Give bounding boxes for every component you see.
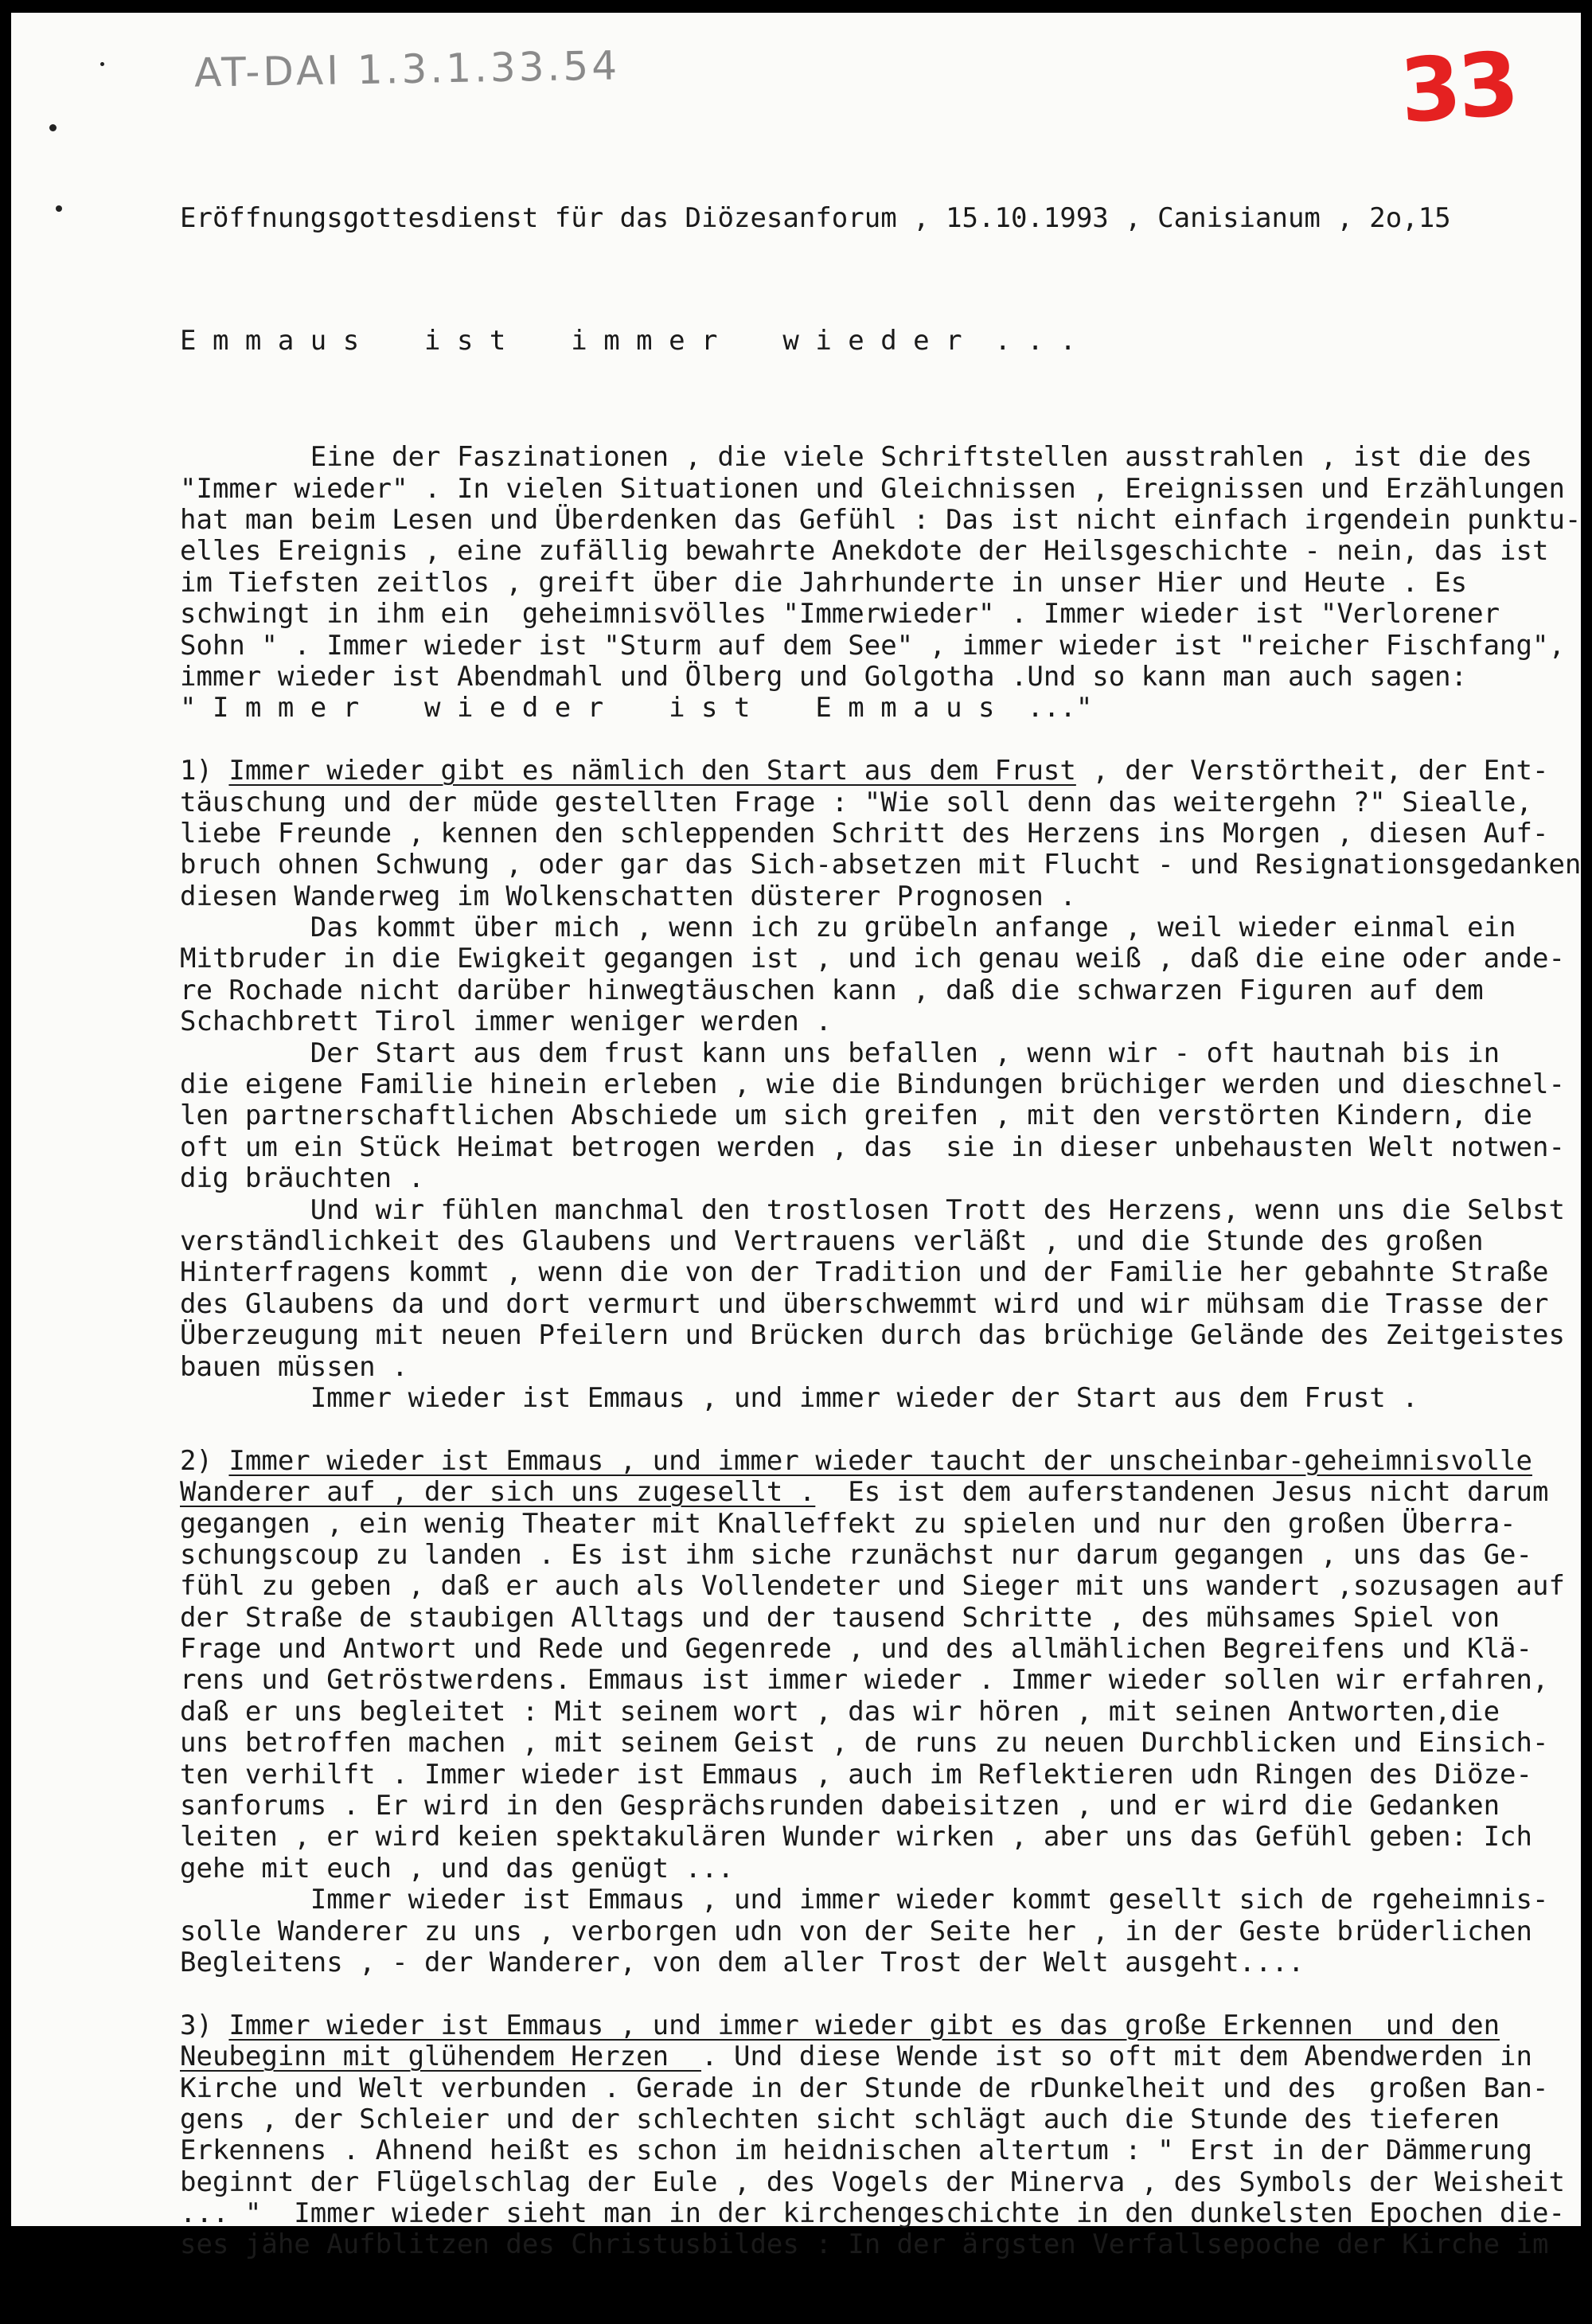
document-page: [11, 13, 1582, 2261]
text-line: ten verhilft . Immer wieder ist Emmaus , auch im Reflektieren udn Ringen des Diöze-: [180, 1758, 1532, 1791]
document-title: E m m a u s i s t i m m e r w i e d e r . . .: [180, 325, 1076, 357]
text-line: beginnt der Flügelschlag der Eule , des Vogels der Minerva , des Symbols der Weisheit: [180, 2166, 1565, 2198]
text-line: 3) Immer wieder ist Emmaus , und immer wieder gibt es das große Erkennen und den: [180, 2009, 1500, 2041]
text-line: oft um ein Stück Heimat betrogen werden , das sie in dieser unbehausten Welt notwen-: [180, 1131, 1565, 1163]
page-number-handwritten: 33: [1396, 33, 1520, 143]
text-line: im Tiefsten zeitlos , greift über die Jahrhunderte in unser Hier und Heute . Es: [180, 566, 1468, 599]
text-line: ... " Immer wieder sieht man in der kirchengeschichte in den dunkelsten Epochen die-: [180, 2197, 1565, 2230]
text-line: verständlichkeit des Glaubens und Vertrauens verläßt , und die Stunde des großen: [180, 1224, 1484, 1257]
body-text: [180, 442, 1581, 2261]
text-line: Wanderer auf , der sich uns zugesellt . Es ist dem auferstandenen Jesus nicht darum: [180, 1476, 1549, 1509]
document-header: Eröffnungsgottesdienst für das Diözesanforum , 15.10.1993 , Canisianum , 2o,15: [180, 201, 1451, 234]
text-line: Begleitens , - der Wanderer, von dem aller Trost der Welt ausgeht....: [180, 1946, 1305, 1978]
document-body: [180, 140, 1581, 2324]
text-line: " I m m e r w i e d e r i s t E m m a u s ...": [180, 692, 1093, 725]
text-line: Eine der Faszinationen , die viele Schriftstellen ausstrahlen , ist die des: [180, 441, 1532, 474]
text-line: Immer wieder ist Emmaus , und immer wieder kommt gesellt sich de rgeheimnis-: [180, 1884, 1549, 1916]
text-line: bruch ohnen Schwung , oder gar das Sich-absetzen mit Flucht - und Resignationsgedanken: [180, 849, 1582, 881]
text-line: leiten , er wird keien spektakulären Wunder wirken , aber uns das Gefühl geben: Ich: [180, 1821, 1532, 1853]
underlined-text: Immer wieder ist Emmaus , und immer wieder taucht der unscheinbar-geheimnisvolle: [228, 1444, 1532, 1477]
text-line: Frage und Antwort und Rede und Gegenrede , und des allmählichen Begreifens und Klä-: [180, 1633, 1532, 1666]
text-line: die eigene Familie hinein erleben , wie die Bindungen brüchiger werden und dieschnel-: [180, 1068, 1565, 1101]
text-line: immer wieder ist Abendmahl und Ölberg und Golgotha .Und so kann man auch sagen:: [180, 660, 1468, 693]
paragraph-gap: [180, 725, 1581, 756]
text-line: Mitbruder in die Ewigkeit gegangen ist , und ich genau weiß , daß die eine oder ande-: [180, 943, 1565, 975]
text-line: liebe Freunde , kennen den schleppenden Schritt des Herzens ins Morgen , diesen Auf-: [180, 817, 1549, 850]
paragraph-gap: [180, 1414, 1581, 1445]
text-line: hat man beim Lesen und Überdenken das Gefühl : Das ist nicht einfach irgendein punktu-: [180, 504, 1582, 536]
underlined-text: Immer wieder ist Emmaus , und immer wieder gibt es das große Erkennen und den: [228, 2009, 1500, 2041]
text-line: gegangen , ein wenig Theater mit Knalleffekt zu spielen und nur den großen Überra-: [180, 1507, 1516, 1540]
text-line: ses jähe Aufblitzen des Christusbildes : In der ärgsten Verfallsepoche der Kirche im: [180, 2228, 1549, 2261]
text-line: Der Start aus dem frust kann uns befallen , wenn wir - oft hautnah bis in: [180, 1037, 1500, 1069]
underlined-text: Neubeginn mit glühendem Herzen: [180, 2041, 702, 2073]
text-line: der Straße de staubigen Alltags und der tausend Schritte , des mühsames Spiel von: [180, 1601, 1500, 1634]
text-line: diesen Wanderweg im Wolkenschatten düsterer Prognosen .: [180, 880, 1076, 912]
text-line: Das kommt über mich , wenn ich zu grübeln anfange , weil wieder einmal ein: [180, 912, 1516, 944]
text-line: dig bräuchten .: [180, 1162, 425, 1195]
text-line: 2) Immer wieder ist Emmaus , und immer wieder taucht der unscheinbar-geheimnisvolle: [180, 1444, 1532, 1477]
text-line: rens und Getröstwerdens. Emmaus ist immer wieder . Immer wieder sollen wir erfahren,: [180, 1664, 1549, 1697]
text-line: solle Wanderer zu uns , verborgen udn von der Seite her , in der Geste brüderlichen: [180, 1915, 1532, 1947]
text-line: uns betroffen machen , mit seinem Geist , de runs zu neuen Durchblicken und Einsich-: [180, 1727, 1549, 1760]
text-line: "Immer wieder" . In vielen Situationen und Gleichnissen , Ereignissen und Erzählungen: [180, 472, 1565, 505]
text-line: Und wir fühlen manchmal den trostlosen Trott des Herzens, wenn uns die Selbst: [180, 1193, 1565, 1226]
text-line: Überzeugung mit neuen Pfeilern und Brücken durch das brüchige Gelände des Zeitgeistes: [180, 1319, 1565, 1352]
text-line: gens , der Schleier und der schlechten sicht schlägt auch die Stunde des tieferen: [180, 2103, 1500, 2135]
text-line: fühl zu geben , daß er auch als Vollendeter und Sieger mit uns wandert ,sozusagen auf: [180, 1570, 1565, 1603]
scan-mark: [49, 124, 57, 131]
text-line: Neubeginn mit glühendem Herzen . Und diese Wende ist so oft mit dem Abendwerden in: [180, 2041, 1532, 2073]
text-line: 1) Immer wieder gibt es nämlich den Start aus dem Frust , der Verstörtheit, der Ent-: [180, 755, 1549, 787]
text-line: des Glaubens da und dort vermurt und überschwemmt wird und wir mühsam die Trasse der: [180, 1287, 1549, 1320]
underlined-text: Wanderer auf , der sich uns zugesellt .: [180, 1476, 816, 1509]
text-line: sanforums . Er wird in den Gesprächsrunden dabeisitzen , und er wird die Gedanken: [180, 1790, 1500, 1822]
archive-reference-handwritten: AT-DAI 1.3.1.33.54: [193, 42, 621, 96]
paragraph-gap: [180, 1978, 1581, 2010]
text-line: Erkennens . Ahnend heißt es schon im heidnischen altertum : " Erst in der Dämmerung: [180, 2135, 1532, 2167]
scan-mark: [56, 205, 62, 212]
text-line: schwingt in ihm ein geheimnisvölles "Immerwieder" . Immer wieder ist "Verlorener: [180, 598, 1500, 631]
text-line: Schachbrett Tirol immer weniger werden .: [180, 1006, 832, 1038]
text-line: täuschung und der müde gestellten Frage : "Wie soll denn das weitergehn ?" Siealle,: [180, 786, 1532, 818]
text-line: Sohn " . Immer wieder ist "Sturm auf dem See" , immer wieder ist "reicher Fischfang",: [180, 629, 1565, 662]
scan-mark: [100, 62, 104, 66]
text-line: elles Ereignis , eine zufällig bewahrte Anekdote der Heilsgeschichte - nein, das ist: [180, 535, 1549, 568]
text-line: Immer wieder ist Emmaus , und immer wieder der Start aus dem Frust .: [180, 1381, 1418, 1414]
underlined-text: Immer wieder gibt es nämlich den Start aus dem Frust: [228, 755, 1076, 787]
text-line: gehe mit euch , und das genügt ...: [180, 1852, 734, 1885]
text-line: bauen müssen .: [180, 1350, 408, 1383]
text-line: re Rochade nicht darüber hinwegtäuschen kann , daß die schwarzen Figuren auf dem: [180, 974, 1484, 1006]
text-line: Hinterfragens kommt , wenn die von der Tradition und der Familie her gebahnte Straße: [180, 1256, 1549, 1289]
text-line: daß er uns begleitet : Mit seinem wort , das wir hören , mit seinen Antworten,die: [180, 1695, 1500, 1728]
text-line: schungscoup zu landen . Es ist ihm siche rzunächst nur darum gegangen , uns das Ge-: [180, 1538, 1532, 1571]
text-line: Kirche und Welt verbunden . Gerade in der Stunde de rDunkelheit und des großen Ban-: [180, 2072, 1549, 2104]
text-line: len partnerschaftlichen Abschiede um sich greifen , mit den verstörten Kindern, die: [180, 1100, 1532, 1132]
